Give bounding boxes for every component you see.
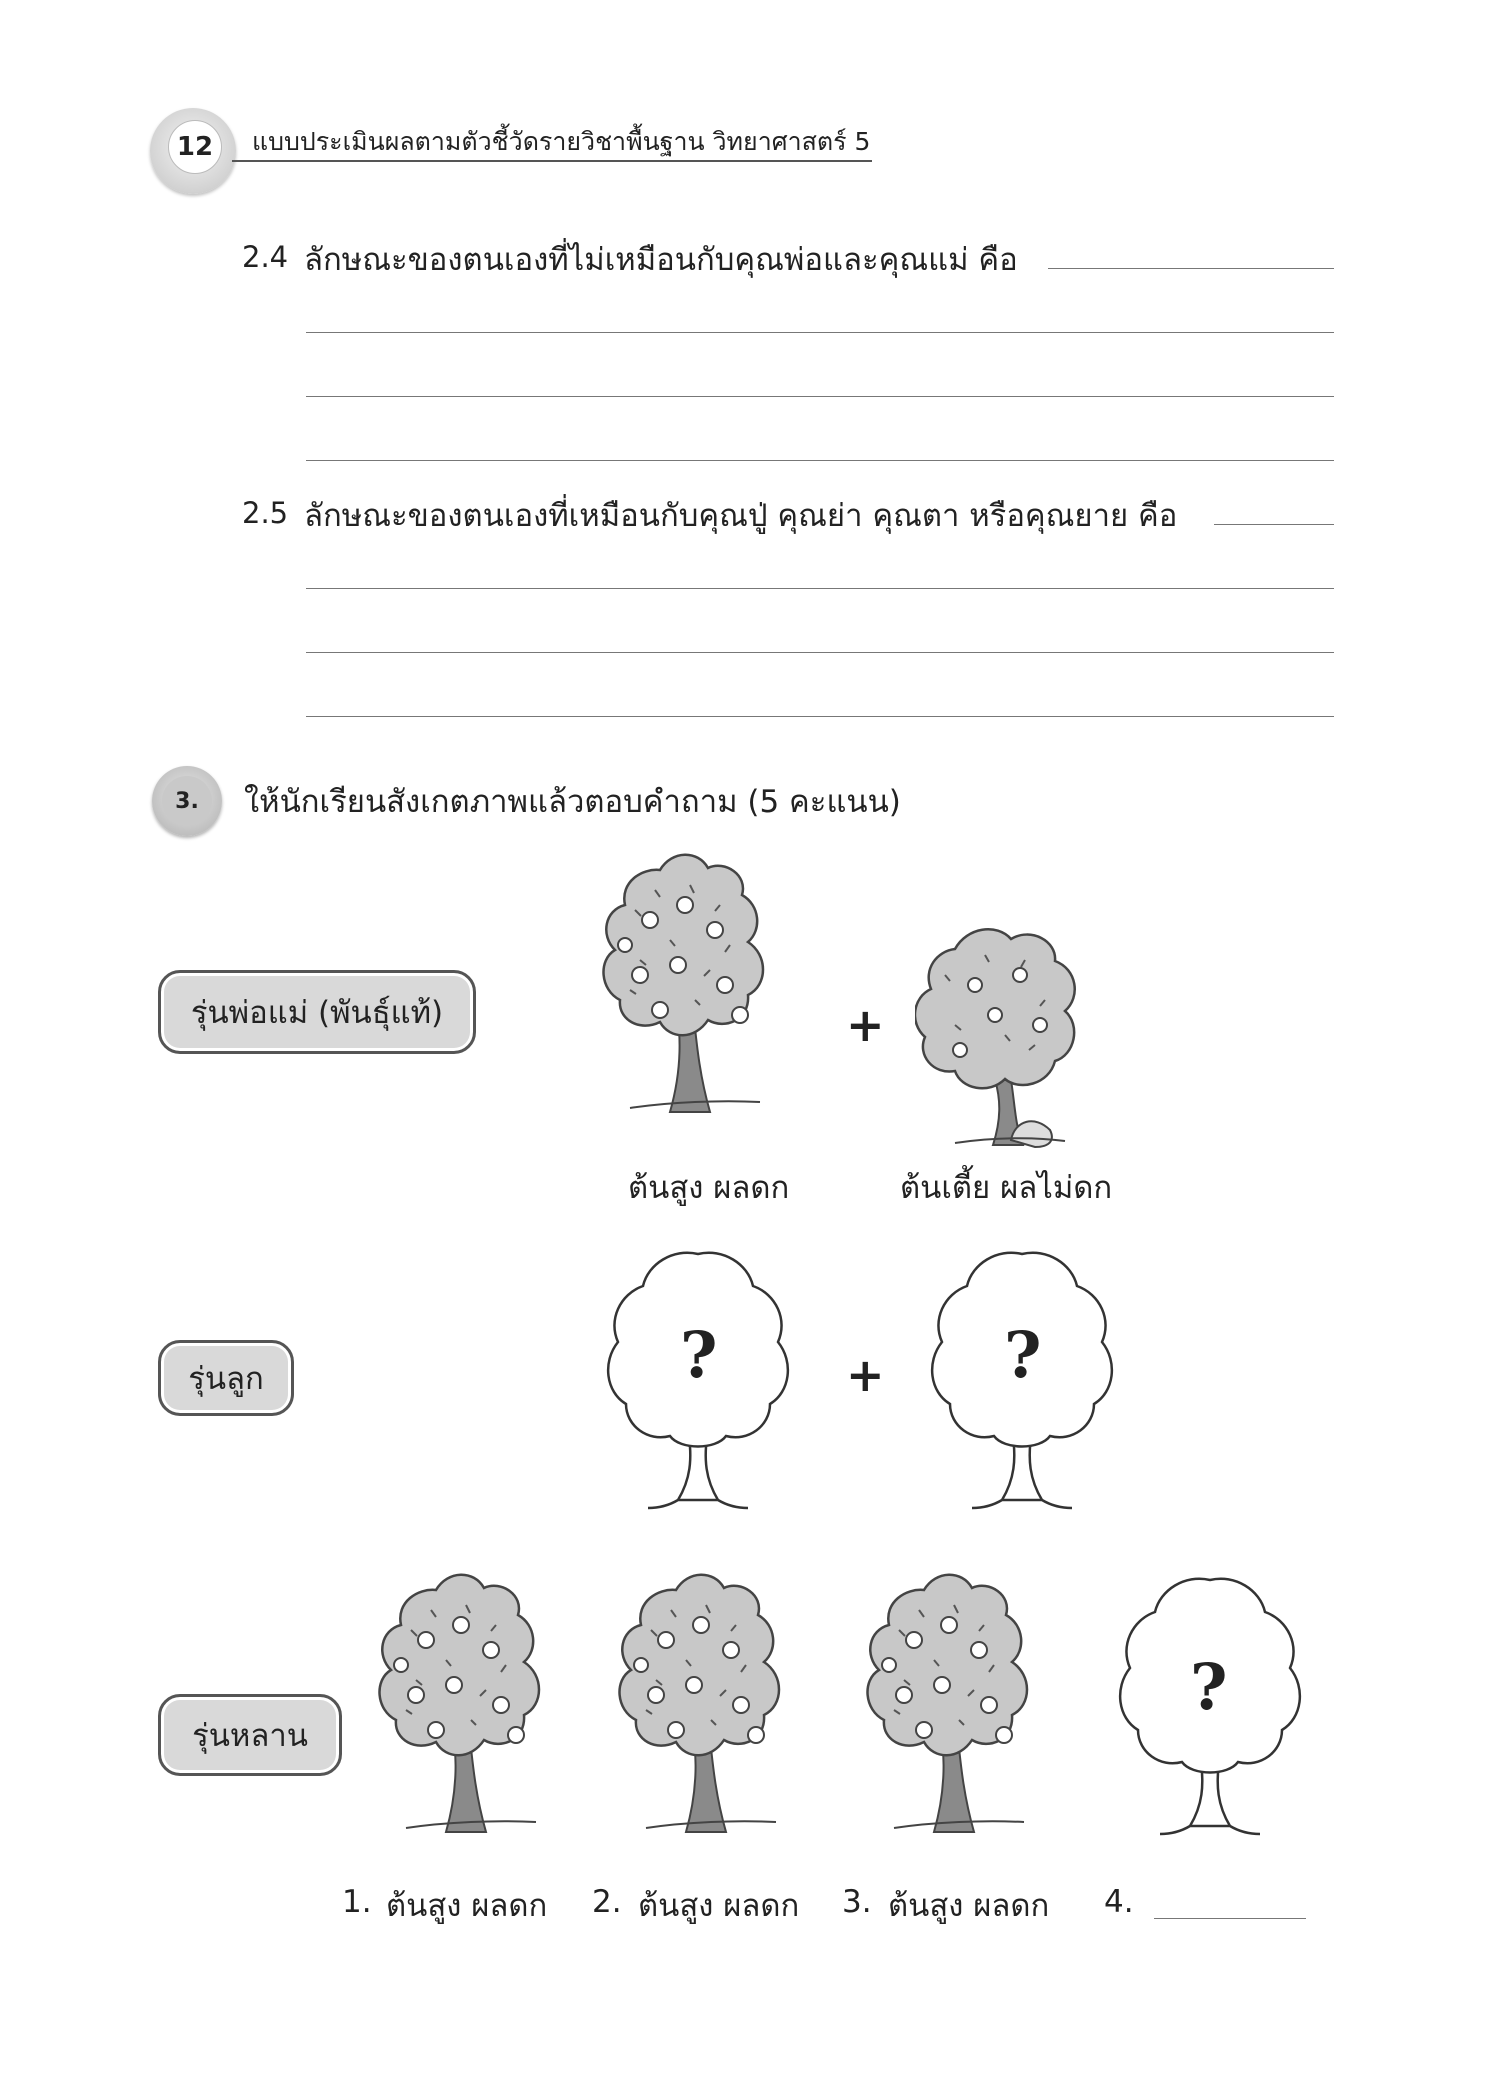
- short-sparse-tree-image: [915, 915, 1095, 1155]
- header-rule: [232, 160, 872, 162]
- question-2-5-number: 2.5: [242, 496, 289, 530]
- tall-fruitful-tree-image: [600, 850, 780, 1140]
- answer-line[interactable]: [306, 652, 1334, 653]
- plus-sign: +: [846, 998, 885, 1052]
- page-number: 12: [168, 120, 222, 174]
- question-mark: ?: [1004, 1318, 1042, 1393]
- grandchild-tree-2-image: [616, 1570, 796, 1860]
- generation-label-grandchildren: รุ่นหลาน: [158, 1694, 342, 1776]
- grandchild-caption-4-number: 4.: [1104, 1884, 1134, 1920]
- answer-line[interactable]: [306, 588, 1334, 589]
- generation-label-parents: รุ่นพ่อแม่ (พันธุ์แท้): [158, 970, 476, 1054]
- grandchild-tree-3-image: [864, 1570, 1044, 1860]
- grandchild-caption-3-number: 3.: [842, 1884, 872, 1920]
- grandchild-caption-3: ต้นสูง ผลดก: [888, 1888, 1050, 1924]
- question-2-5-text: ลักษณะของตนเองที่เหมือนกับคุณปู่ คุณย่า คุณตา หรือคุณยาย คือ: [304, 498, 1178, 534]
- question-2-4-number: 2.4: [242, 240, 289, 274]
- answer-line[interactable]: [306, 460, 1334, 461]
- answer-line[interactable]: [1154, 1918, 1306, 1919]
- question-mark: ?: [680, 1318, 718, 1393]
- answer-line[interactable]: [306, 332, 1334, 333]
- question-3-text: ให้นักเรียนสังเกตภาพแล้วตอบคำถาม (5 คะแนน): [244, 784, 901, 820]
- plus-sign: +: [846, 1348, 885, 1402]
- answer-line[interactable]: [306, 396, 1334, 397]
- generation-label-children: รุ่นลูก: [158, 1340, 294, 1416]
- question-mark: ?: [1190, 1650, 1228, 1725]
- page-header-title: แบบประเมินผลตามตัวชี้วัดรายวิชาพื้นฐาน วิทยาศาสตร์ 5: [252, 127, 871, 156]
- answer-line[interactable]: [1214, 524, 1334, 525]
- answer-line[interactable]: [306, 716, 1334, 717]
- question-2-4-text: ลักษณะของตนเองที่ไม่เหมือนกับคุณพ่อและคุณแม่ คือ: [304, 242, 1018, 278]
- caption-tall-fruitful: ต้นสูง ผลดก: [628, 1170, 790, 1206]
- grandchild-tree-1-image: [376, 1570, 556, 1860]
- question-3-number: 3.: [162, 776, 212, 826]
- answer-line[interactable]: [1048, 268, 1334, 269]
- caption-short-sparse: ต้นเตี้ย ผลไม่ดก: [900, 1170, 1113, 1206]
- grandchild-caption-1: ต้นสูง ผลดก: [386, 1888, 548, 1924]
- grandchild-caption-1-number: 1.: [342, 1884, 372, 1920]
- grandchild-caption-2: ต้นสูง ผลดก: [638, 1888, 800, 1924]
- grandchild-caption-2-number: 2.: [592, 1884, 622, 1920]
